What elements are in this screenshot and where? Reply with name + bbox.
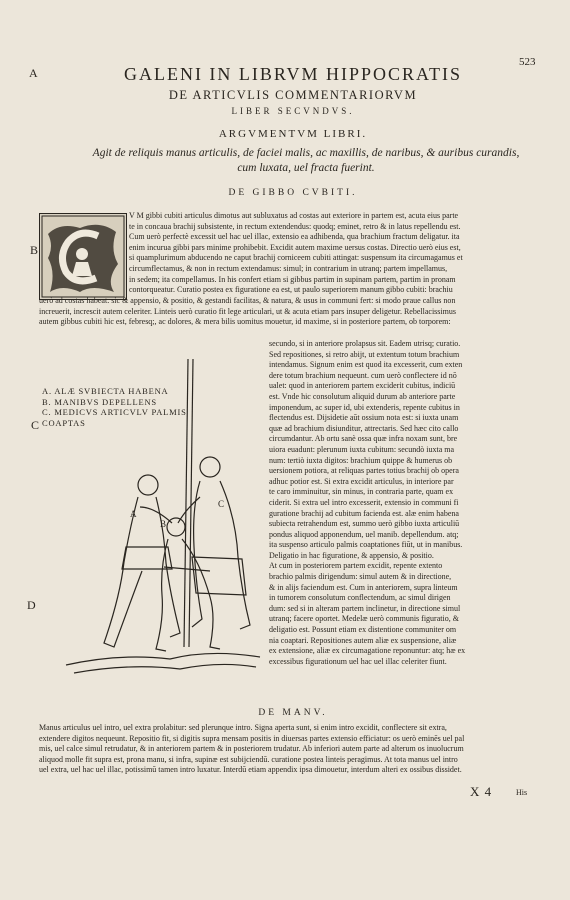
text-line: secundo, si in anteriore prolapsus sit. Eadem utrisq; curatio. [269,339,461,348]
margin-letter-c: C [31,418,40,432]
text-line: te caro imminuitur, sin minus, in contraria parte, quam ex [269,487,454,497]
margin-letter-b: B [30,243,39,257]
margin-letter-d: D [27,598,36,612]
text-line: uerò ad costas habeat. sic & appensio, & positio, & gestandi facilitas, & natura, & usus in communi fert: si modo praue callus non [39,296,456,305]
figure-label-a: A [130,509,137,519]
argument-heading: ARGVMENTVM LIBRI. [218,128,368,140]
caption-line: B. MANIBVS DEPELLENS [42,396,157,407]
text-block-full [39,296,532,328]
decorated-initial-woodcut [40,214,126,299]
catchword: His [516,788,528,797]
text-line: Cum uerò perfectè excessit uel hac uel illac, extensio ea adhibenda, qua brachium fractum deligatur. ita [129,232,460,242]
section-heading-gibbo: DE GIBBO CVBITI. [228,188,358,198]
text-line: Manus articulus uel intro, uel extra prolabitur: sed plerunque intro. Signa aperta sunt, si enim intro excidit, conflectere sit extra, [39,723,447,732]
text-line: deligatio est. Possunt etiam ex distentione communiter om [269,625,457,635]
figure-label-b: B [160,519,167,529]
text-line: ciderit. Si extra uel intro excesserit, extensio in communi fi [269,497,459,507]
caption-line: A. ALÆ SVBIECTA HABENA [42,386,169,396]
text-line: ualet: quod in anteriorem partem exciderit cubitus, indiciū [269,381,456,391]
text-block-top [129,211,532,296]
argument-text: Agit de reliquis manus articulis, de faciei malis, ac maxillis, de naribus, & auribus curandis, cum luxata, uel fracta fuerint. [92,147,520,174]
caption-line: C. MEDICVS ARTICVLV PALMIS [42,407,187,417]
page-number: 523 [519,56,536,68]
text-line: dere totum brachium nequeunt. cum uerò conflectere id nō [269,370,457,380]
text-block-bottom [39,723,532,776]
text-line: subiecta retrahendum est, summo uerò gibbo iuxta articuliū [269,519,460,529]
text-line: in sedem; ita compellamus. In his confert etiam si gibbus partim in supinam partem, partim in pronam [129,274,456,284]
text-line: ita suspenso articulo palmis coaptationes fiūt, ut in manibus. [269,540,463,550]
text-block-right [269,339,532,667]
text-line: te in concaua brachij subsistente, in rectum extendendus: quodq; eminet, retro & in latus repellendu est. [129,221,461,231]
text-line: & in alijs faciendum est. Cum in anteriorem, supra linteum [269,582,458,592]
text-line: guratione brachij ad cubitum facienda est. alæ enim habena [269,508,459,518]
text-line: mis, uel calce simul retrudatur, & in anteriorem partem & in posteriorem trudatur. Ab inferiori autem parte ad alterum os inuolucrum [39,744,464,754]
text-line: utranq; facere oportet. Medelæ uerò communis figuratio, & [269,614,459,624]
text-line: uel extra, uel hac uel illac, potissimū tamen intro luxatur. Interdū etiam appendix ipsa dimouetur, interdum alteri ex ossibus dissidet. [39,765,462,775]
text-line: extendere digitos nequeunt. Repositio fit, si digitis supra mensam positis in diuersas partes extensio efficiatur: os uerò eminēs uel pal [39,733,465,743]
text-line: uiora euadunt: plerunum iuxta cubitum: secundò iuxta ma [269,444,455,454]
text-line: increuerit, increscit autem celeriter. Linteis uerò curatio fit lege articulari, ut & acuta etiam pars insuper deligetur. Rebellacissimus [39,306,456,316]
figure-label-c: C [218,499,225,509]
text-line: At cum in posteriorem partem excidit, repente extento [269,561,443,571]
text-line: nia coaptari. Repositiones autem aliæ ex suspensione, aliæ [269,635,457,645]
woodcut-figure [60,357,266,683]
text-line: ex extensione, aliæ ex circumagatione reponuntur: atq; hæ ex [269,646,466,656]
text-line: excessibus figurationum uel hac uel illac celeriter fiunt. [269,656,447,666]
text-line: si quamplurimum abducendo ne caput brachij corniceem cubiti attingat: suspensum ita circumagamus et [129,253,463,263]
text-line: aliquod molle fit supra est, prona manu, si infra, supinæ est subijciendū. curatione postea linteis peragimus. At tota manus uel intro [39,754,458,764]
text-line: imponendum, ac super id, ubi extenderis, repente cubitus in [269,402,460,412]
section-heading-manu: DE MANV. [258,708,328,718]
book-label: LIBER SECVNDVS. [231,106,355,116]
caption-line: COAPTAS [42,417,86,428]
text-line: adhuc potior est. Si extra excidit articulus, in interiore par [269,476,454,486]
text-line: Deligatio in hac figuratione, & appensio, & positio. [269,550,434,560]
text-line: dum: sed si in alteram partem inclinetur, in directione simul [269,603,461,613]
text-line: autem gibbus cubiti hic est, febresq;, ac dolores, & mera bilis uomitus mouetur, id maxime, si in posteriore partem, ob torporem: [39,317,451,327]
text-line: circumflectamus, & non in rectum extendamus: simul; in contrarium in utranq; partem impellamus, [129,263,448,273]
page-title: GALENI IN LIBRVM HIPPOCRATIS [123,64,463,84]
margin-letter-a: A [29,66,38,80]
text-line: intendamus. Signum enim est quod ita excesserit, cum exten [269,360,463,370]
text-line: brachio palmis dirigendum: simul autem & in directione, [269,572,452,582]
text-line: in tumorem consolutum conflectendum, ac simul dirigen [269,593,451,603]
text-line: uersionem potiora, at reliquas partes totius brachij ob opera [269,466,459,476]
text-line: enim incurua gibbi pars minime prohibebit. Excidit autem maxime uersus costas. Directio uerò eius est, [129,242,461,252]
page-subtitle: DE ARTICVLIS COMMENTARIORVM [168,88,418,102]
text-line: Sed repositiones, si retro abijt, ut extentum totum brachium [269,349,460,359]
text-line: flectendus est. Dijsidetie aūt ossium nota est: si iuxta unam [269,413,459,423]
signature-mark: X 4 [470,784,493,799]
text-line: est. Vnde hic consolutum aliquid durum ab anteriore parte [269,391,456,401]
text-line: pondus aliquod apponendum, uel manib. depellendum. atq; [269,529,459,539]
text-line: contorqueatur. Curatio postea ex figuratione ea est, ut paulo superiorem manum gibbo cubiti: brachiu [129,285,453,295]
text-line: quæ ad brachium disiunditur, attrectaris. Sed hæc cito callo [269,423,459,433]
text-line: num: tertiò iuxta digitos: brachium quippe & humerus ob [269,455,453,465]
text-line: V M gibbi cubiti articulus dimotus aut subluxatus ad costas aut exteriore in partem est, acuta eius parte [129,211,459,220]
woodcut-illustration [60,357,266,683]
decorated-initial [39,213,127,300]
text-line: circumdantur. Ab ortu sanè ossa quæ infra noxam sunt, bre [269,434,458,444]
